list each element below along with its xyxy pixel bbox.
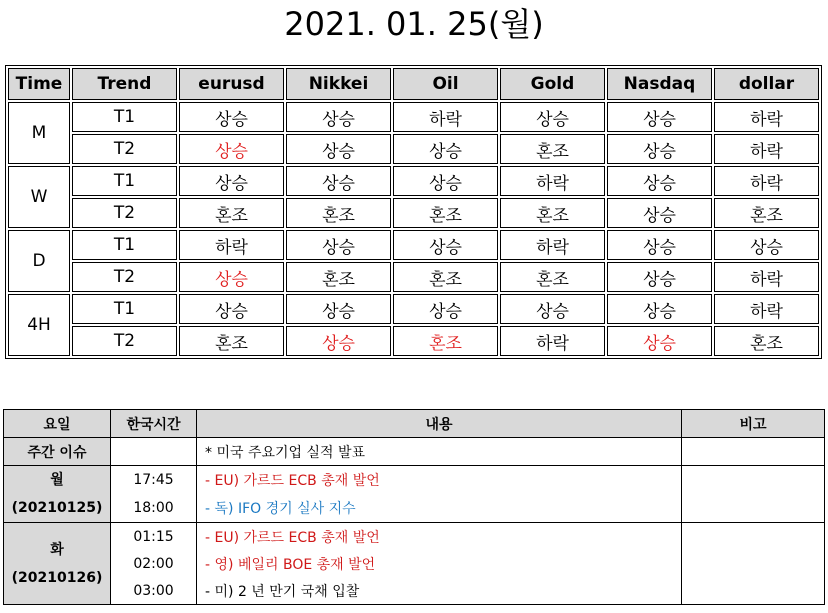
day-date: (20210126) [11, 569, 103, 586]
trend-value-cell: 하락 [714, 134, 819, 164]
trend-value-cell: 상승 [179, 134, 284, 164]
trend-value-cell: 상승 [179, 166, 284, 196]
trend-value-cell: 하락 [714, 294, 819, 324]
header-time: Time [8, 68, 70, 100]
trend-value-cell: 상승 [179, 102, 284, 132]
trend-label-cell: T1 [72, 166, 177, 196]
trend-value-cell: 혼조 [286, 198, 391, 228]
trend-value-cell: 혼조 [393, 262, 498, 292]
trend-label-cell: T1 [72, 230, 177, 260]
header-gold: Gold [500, 68, 605, 100]
schedule-row [4, 466, 825, 495]
trend-value-cell: 상승 [500, 102, 605, 132]
event-time: 01:15 [111, 523, 197, 551]
event-time: 17:45 [111, 466, 197, 495]
day-cell [4, 523, 111, 605]
schedule-row [4, 523, 825, 551]
trend-value-cell: 하락 [714, 262, 819, 292]
event-time: 03:00 [111, 577, 197, 605]
trend-value-cell: 상승 [286, 134, 391, 164]
trend-row [8, 102, 819, 132]
trend-label-cell: T1 [72, 294, 177, 324]
trend-table [5, 65, 822, 359]
weekly-label: 주간 이슈 [4, 438, 111, 466]
trend-value-cell: 상승 [393, 230, 498, 260]
trend-value-cell: 혼조 [500, 134, 605, 164]
trend-value-cell: 상승 [607, 262, 712, 292]
event-time: 02:00 [111, 550, 197, 577]
trend-value-cell: 상승 [286, 166, 391, 196]
trend-row [8, 294, 819, 324]
trend-value-cell: 상승 [393, 294, 498, 324]
event-text: - EU) 가르드 ECB 총재 발언 [197, 466, 682, 495]
trend-value-cell: 상승 [286, 230, 391, 260]
header-dollar: dollar [714, 68, 819, 100]
trend-value-cell: 상승 [607, 230, 712, 260]
header-content: 내용 [197, 410, 682, 438]
page-title: 2021. 01. 25(월) [284, 5, 544, 43]
trend-value-cell: 상승 [607, 294, 712, 324]
timeframe-cell: 4H [8, 294, 70, 356]
trend-value-cell: 상승 [393, 134, 498, 164]
header-note: 비고 [682, 410, 825, 438]
header-oil: Oil [393, 68, 498, 100]
header-nasdaq: Nasdaq [607, 68, 712, 100]
trend-value-cell: 상승 [286, 326, 391, 356]
trend-value-cell: 상승 [607, 326, 712, 356]
trend-value-cell: 상승 [286, 294, 391, 324]
trend-label-cell: T2 [72, 326, 177, 356]
trend-value-cell: 상승 [179, 294, 284, 324]
trend-value-cell: 혼조 [714, 198, 819, 228]
schedule-table [3, 409, 825, 605]
trend-label-cell: T2 [72, 262, 177, 292]
trend-value-cell: 하락 [500, 166, 605, 196]
trend-value-cell: 상승 [500, 294, 605, 324]
trend-row [8, 198, 819, 228]
event-text: - 영) 베일리 BOE 총재 발언 [197, 550, 682, 577]
weekly-text: * 미국 주요기업 실적 발표 [197, 438, 682, 466]
header-nikkei: Nikkei [286, 68, 391, 100]
event-text: - EU) 가르드 ECB 총재 발언 [197, 523, 682, 551]
timeframe-cell: D [8, 230, 70, 292]
event-note [682, 523, 825, 605]
event-note [682, 466, 825, 523]
event-text: - 미) 2 년 만기 국채 입찰 [197, 577, 682, 605]
event-text: - 독) IFO 경기 실사 지수 [197, 494, 682, 523]
trend-value-cell: 혼조 [500, 262, 605, 292]
header-trend: Trend [72, 68, 177, 100]
day-name: 월 [50, 472, 64, 488]
header-day: 요일 [4, 410, 111, 438]
trend-row [8, 134, 819, 164]
trend-value-cell: 하락 [500, 326, 605, 356]
weekly-time [111, 438, 197, 466]
event-time: 18:00 [111, 494, 197, 523]
trend-value-cell: 혼조 [500, 198, 605, 228]
trend-row [8, 230, 819, 260]
trend-label-cell: T2 [72, 198, 177, 228]
trend-value-cell: 상승 [393, 166, 498, 196]
trend-value-cell: 상승 [286, 102, 391, 132]
trend-label-cell: T1 [72, 102, 177, 132]
trend-value-cell: 혼조 [179, 198, 284, 228]
trend-value-cell: 혼조 [714, 326, 819, 356]
day-date: (20210125) [11, 500, 103, 516]
trend-value-cell: 혼조 [393, 326, 498, 356]
trend-value-cell: 상승 [714, 230, 819, 260]
weekly-row [4, 438, 825, 466]
trend-value-cell: 상승 [607, 102, 712, 132]
trend-value-cell: 상승 [607, 198, 712, 228]
timeframe-cell: W [8, 166, 70, 228]
trend-value-cell: 하락 [179, 230, 284, 260]
trend-row [8, 166, 819, 196]
trend-value-cell: 하락 [393, 102, 498, 132]
header-eurusd: eurusd [179, 68, 284, 100]
day-name: 화 [50, 541, 64, 558]
trend-value-cell: 혼조 [179, 326, 284, 356]
trend-value-cell: 상승 [607, 166, 712, 196]
trend-value-cell: 혼조 [286, 262, 391, 292]
weekly-note [682, 438, 825, 466]
trend-label-cell: T2 [72, 134, 177, 164]
trend-value-cell: 하락 [714, 166, 819, 196]
day-cell [4, 466, 111, 523]
trend-value-cell: 하락 [500, 230, 605, 260]
trend-value-cell: 혼조 [393, 198, 498, 228]
trend-value-cell: 상승 [607, 134, 712, 164]
timeframe-cell: M [8, 102, 70, 164]
trend-row [8, 326, 819, 356]
trend-value-cell: 상승 [179, 262, 284, 292]
header-kst: 한국시간 [111, 410, 197, 438]
trend-value-cell: 하락 [714, 102, 819, 132]
trend-row [8, 262, 819, 292]
